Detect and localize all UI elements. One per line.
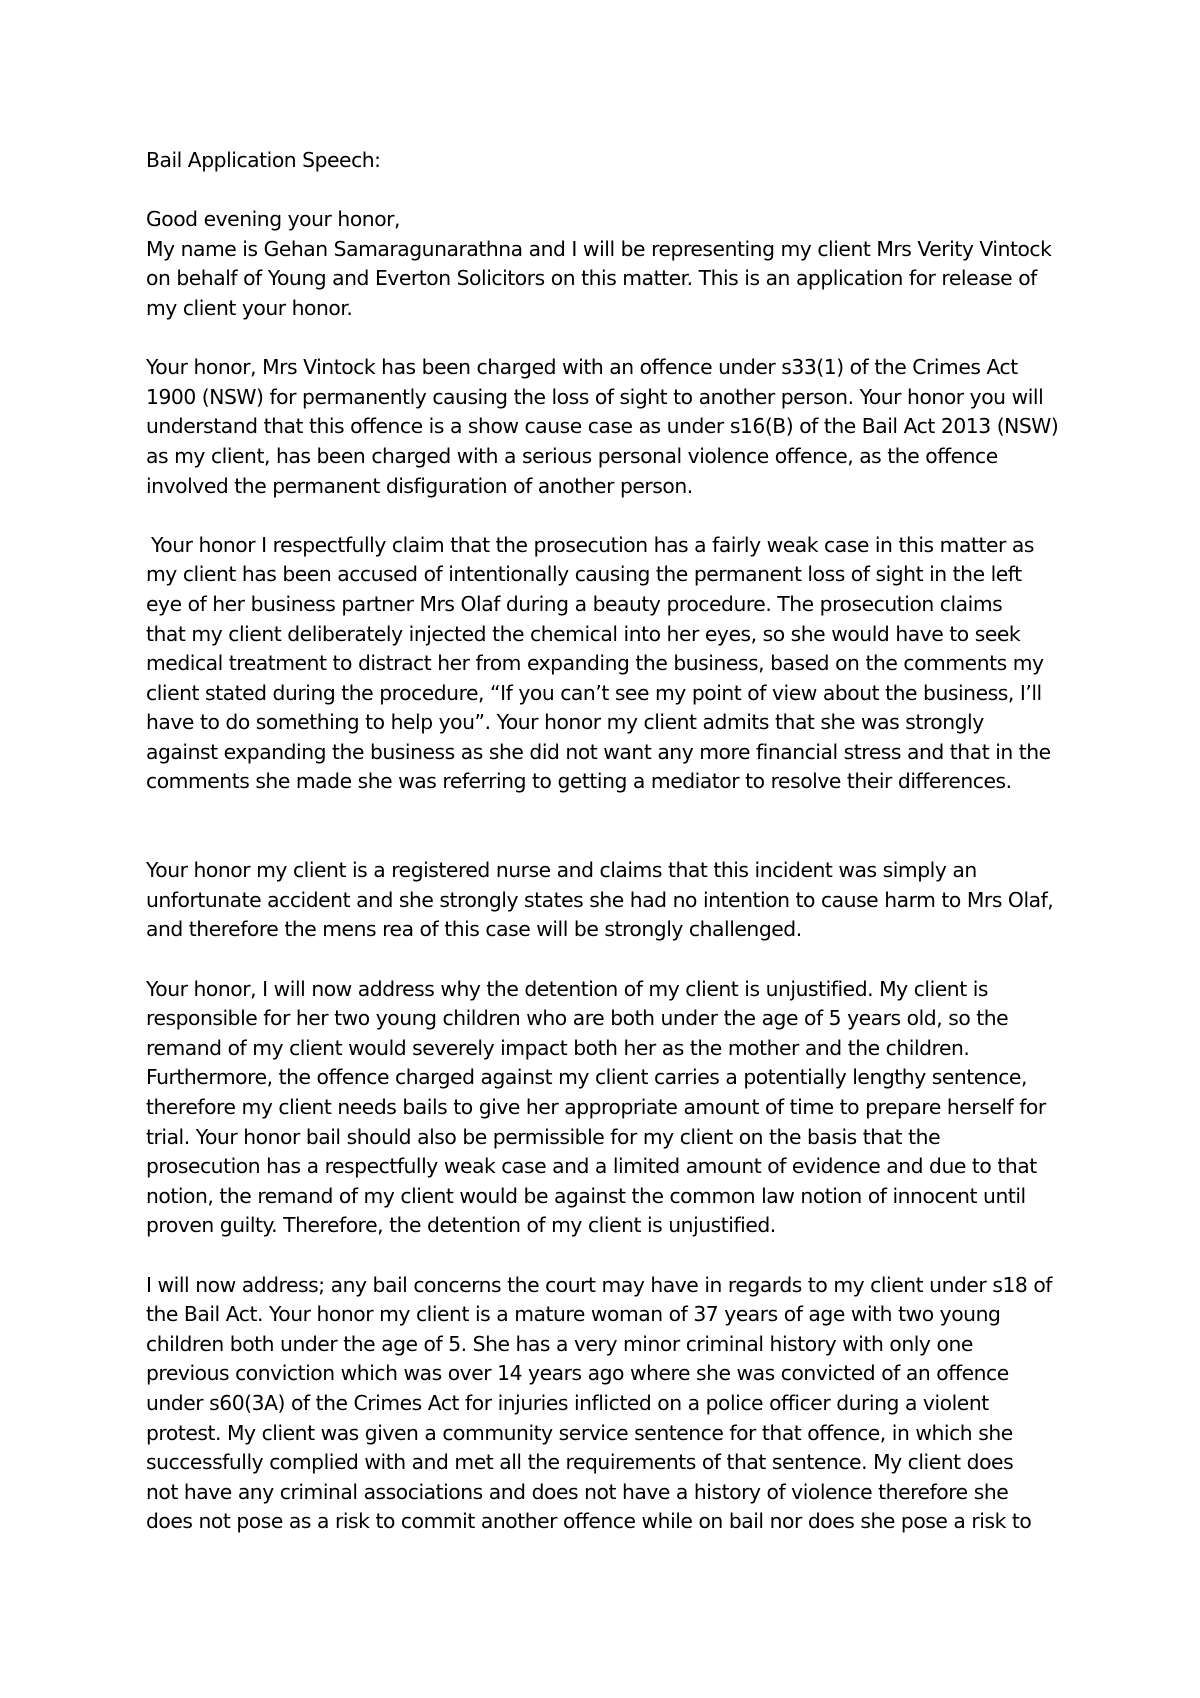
paragraph-line: on behalf of Young and Everton Solicitors on this matter. This is an application for release of (146, 266, 1037, 291)
paragraph-line: have to do something to help you”. Your honor my client admits that she was strongly (146, 710, 984, 735)
paragraph-line: proven guilty. Therefore, the detention of my client is unjustified. (146, 1213, 776, 1238)
paragraph-line: my client your honor. (146, 295, 353, 320)
paragraph-line: medical treatment to distract her from expanding the business, based on the comments my (146, 651, 1044, 676)
paragraph-charge (146, 353, 1076, 501)
paragraph-accident (146, 856, 1076, 945)
paragraph-line: Your honor, Mrs Vintock has been charged with an offence under s33(1) of the Crimes Act (146, 355, 1018, 380)
paragraph-line: that my client deliberately injected the chemical into her eyes, so she would have to seek (146, 621, 1021, 646)
paragraph-line: the Bail Act. Your honor my client is a mature woman of 37 years of age with two young (146, 1302, 1001, 1327)
paragraph-line: Your honor, I will now address why the detention of my client is unjustified. My client is (146, 976, 989, 1001)
paragraph-line: does not pose as a risk to commit another offence while on bail nor does she pose a risk to (146, 1509, 1032, 1534)
paragraph-greeting (146, 205, 1076, 323)
paragraph-line: Your honor I respectfully claim that the prosecution has a fairly weak case in this matter as (151, 532, 1034, 557)
paragraph-line: therefore my client needs bails to give her appropriate amount of time to prepare herself for (146, 1095, 1046, 1119)
paragraph-line: as my client, has been charged with a serious personal violence offence, as the offence (146, 443, 998, 468)
paragraph-line: I will now address; any bail concerns the court may have in regards to my client under s18 of (146, 1272, 1052, 1297)
paragraph-line: trial. Your honor bail should also be permissible for my client on the basis that the (146, 1124, 941, 1149)
paragraph-line: involved the permanent disfiguration of another person. (146, 473, 693, 498)
paragraph-line: My name is Gehan Samaragunarathna and I will be representing my client Mrs Verity Vintock (146, 236, 1052, 261)
paragraph-line: under s60(3A) of the Crimes Act for injuries inflicted on a police officer during a violent (146, 1390, 989, 1415)
paragraph-line: and therefore the mens rea of this case will be strongly challenged. (146, 917, 802, 942)
paragraph-line: Furthermore, the offence charged against my client carries a potentially lengthy sentence, (146, 1065, 1027, 1090)
paragraph-line: protest. My client was given a community service sentence for that offence, in which she (146, 1420, 1013, 1445)
paragraph-weak-case (146, 531, 1076, 797)
paragraph-line: notion, the remand of my client would be against the common law notion of innocent until (146, 1183, 1026, 1208)
paragraph-line: responsible for her two young children who are both under the age of 5 years old, so the (146, 1006, 1009, 1031)
paragraph-line: unfortunate accident and she strongly states she had no intention to cause harm to Mrs Olaf, (146, 887, 1054, 912)
paragraph-line: not have any criminal associations and does not have a history of violence therefore she (146, 1479, 1009, 1504)
paragraph-line: understand that this offence is a show cause case as under s16(B) of the Bail Act 2013 (NSW) (146, 414, 1059, 439)
paragraph-line: against expanding the business as she did not want any more financial stress and that in the (146, 739, 1051, 764)
paragraph-line: eye of her business partner Mrs Olaf during a beauty procedure. The prosecution claims (146, 591, 1003, 616)
paragraph-line: my client has been accused of intentionally causing the permanent loss of sight in the left (146, 562, 1022, 587)
paragraph-line: previous conviction which was over 14 years ago where she was convicted of an offence (146, 1361, 1009, 1386)
paragraph-line: Good evening your honor, (146, 207, 401, 232)
paragraph-line: Your honor my client is a registered nurse and claims that this incident was simply an (146, 858, 977, 883)
document-body (146, 146, 1076, 1537)
paragraph-detention (146, 975, 1076, 1241)
paragraph-line: prosecution has a respectfully weak case and a limited amount of evidence and due to that (146, 1154, 1037, 1179)
paragraph-line: children both under the age of 5. She has a very minor criminal history with only one (146, 1331, 973, 1356)
document-title (146, 146, 1076, 176)
title-line: Bail Application Speech: (146, 148, 381, 172)
paragraph-line: 1900 (NSW) for permanently causing the loss of sight to another person. Your honor you will (146, 384, 1044, 409)
paragraph-bail-concerns (146, 1271, 1076, 1537)
paragraph-line: client stated during the procedure, “If you can’t see my point of view about the business, I’ll (146, 680, 1042, 705)
paragraph-line: remand of my client would severely impact both her as the mother and the children. (146, 1035, 970, 1060)
paragraph-line: successfully complied with and met all the requirements of that sentence. My client does (146, 1450, 1014, 1475)
paragraph-line: comments she made she was referring to getting a mediator to resolve their differences. (146, 769, 1012, 794)
